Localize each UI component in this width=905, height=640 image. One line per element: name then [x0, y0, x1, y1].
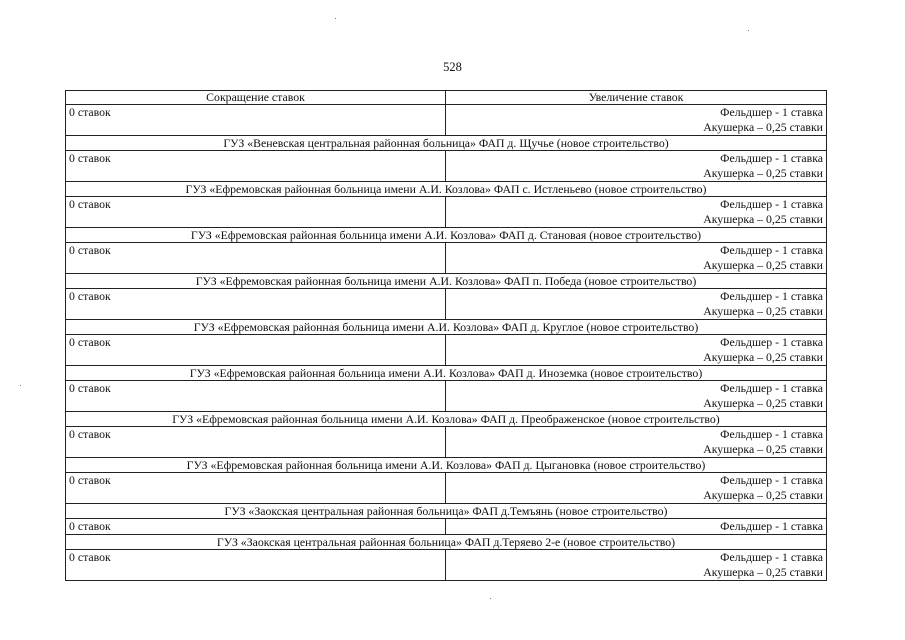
staffing-row [66, 519, 827, 535]
facility-title: ГУЗ «Заокская центральная районная больница» ФАП д.Темъянь (новое строительство) [66, 504, 827, 519]
facility-title: ГУЗ «Ефремовская районная больница имени А.И. Козлова» ФАП д. Иноземка (новое строительство) [66, 366, 827, 381]
staffing-row [66, 197, 827, 228]
facility-row [66, 228, 827, 243]
facility-row [66, 535, 827, 550]
facility-title: ГУЗ «Заокская центральная районная больница» ФАП д.Теряево 2-е (новое строительство) [66, 535, 827, 550]
facility-row [66, 412, 827, 427]
reduction-cell: 0 ставок [66, 381, 446, 412]
increase-cell [446, 381, 827, 412]
scan-speck [335, 18, 336, 19]
increase-position: Акушерка – 0,25 ставки [703, 396, 823, 410]
increase-position: Акушерка – 0,25 ставки [703, 350, 823, 364]
increase-position: Акушерка – 0,25 ставки [703, 120, 823, 134]
reduction-cell: 0 ставок [66, 473, 446, 504]
increase-cell [446, 335, 827, 366]
increase-position: Акушерка – 0,25 ставки [703, 565, 823, 579]
increase-cell [446, 105, 827, 136]
table-header-row [66, 91, 827, 105]
staffing-row [66, 243, 827, 274]
staffing-row [66, 335, 827, 366]
increase-position: Акушерка – 0,25 ставки [703, 442, 823, 456]
facility-title: ГУЗ «Ефремовская районная больница имени А.И. Козлова» ФАП д. Круглое (новое строительство) [66, 320, 827, 335]
facility-title: ГУЗ «Ефремовская районная больница имени А.И. Козлова» ФАП д. Цыгановка (новое строительство) [66, 458, 827, 473]
facility-title: ГУЗ «Ефремовская районная больница имени А.И. Козлова» ФАП д. Преображенское (новое строительство) [66, 412, 827, 427]
staffing-row [66, 427, 827, 458]
increase-position: Фельдшер - 1 ставка [720, 289, 823, 303]
facility-title: ГУЗ «Ефремовская районная больница имени А.И. Козлова» ФАП д. Становая (новое строительство) [66, 228, 827, 243]
increase-cell [446, 550, 827, 581]
table-body [66, 105, 827, 581]
facility-row [66, 458, 827, 473]
increase-cell [446, 427, 827, 458]
increase-position: Акушерка – 0,25 ставки [703, 166, 823, 180]
increase-position: Фельдшер - 1 ставка [720, 550, 823, 564]
reduction-cell: 0 ставок [66, 197, 446, 228]
staffing-table [65, 90, 827, 581]
increase-position: Фельдшер - 1 ставка [720, 151, 823, 165]
facility-title: ГУЗ «Ефремовская районная больница имени А.И. Козлова» ФАП п. Победа (новое строительство) [66, 274, 827, 289]
facility-row [66, 274, 827, 289]
reduction-cell: 0 ставок [66, 335, 446, 366]
increase-position: Фельдшер - 1 ставка [720, 335, 823, 349]
increase-cell [446, 289, 827, 320]
scan-speck [490, 598, 491, 599]
increase-cell [446, 151, 827, 182]
staffing-row [66, 289, 827, 320]
staffing-row [66, 550, 827, 581]
reduction-cell: 0 ставок [66, 427, 446, 458]
reduction-cell: 0 ставок [66, 151, 446, 182]
increase-position: Акушерка – 0,25 ставки [703, 212, 823, 226]
reduction-cell: 0 ставок [66, 243, 446, 274]
facility-row [66, 366, 827, 381]
increase-position: Фельдшер - 1 ставка [720, 243, 823, 257]
reduction-cell: 0 ставок [66, 519, 446, 535]
increase-position: Фельдшер - 1 ставка [720, 427, 823, 441]
increase-cell [446, 197, 827, 228]
facility-row [66, 320, 827, 335]
increase-position: Фельдшер - 1 ставка [720, 381, 823, 395]
increase-cell [446, 243, 827, 274]
facility-row [66, 504, 827, 519]
reduction-cell: 0 ставок [66, 289, 446, 320]
reduction-cell: 0 ставок [66, 105, 446, 136]
staffing-row [66, 105, 827, 136]
increase-cell [446, 473, 827, 504]
increase-position: Фельдшер - 1 ставка [720, 105, 823, 119]
header-reduction: Сокращение ставок [66, 91, 446, 105]
scan-speck [748, 30, 749, 31]
staffing-row [66, 381, 827, 412]
facility-row [66, 136, 827, 151]
page-number: 528 [443, 60, 462, 74]
increase-position: Фельдшер - 1 ставка [720, 519, 823, 533]
increase-position: Фельдшер - 1 ставка [720, 473, 823, 487]
increase-position: Фельдшер - 1 ставка [720, 197, 823, 211]
increase-position: Акушерка – 0,25 ставки [703, 488, 823, 502]
scan-speck [20, 385, 21, 386]
facility-title: ГУЗ «Веневская центральная районная больница» ФАП д. Щучье (новое строительство) [66, 136, 827, 151]
increase-position: Акушерка – 0,25 ставки [703, 258, 823, 272]
increase-position: Акушерка – 0,25 ставки [703, 304, 823, 318]
staffing-row [66, 473, 827, 504]
reduction-cell: 0 ставок [66, 550, 446, 581]
increase-cell [446, 519, 827, 535]
header-increase: Увеличение ставок [446, 91, 827, 105]
staffing-row [66, 151, 827, 182]
facility-title: ГУЗ «Ефремовская районная больница имени А.И. Козлова» ФАП с. Истленьево (новое строительство) [66, 182, 827, 197]
facility-row [66, 182, 827, 197]
